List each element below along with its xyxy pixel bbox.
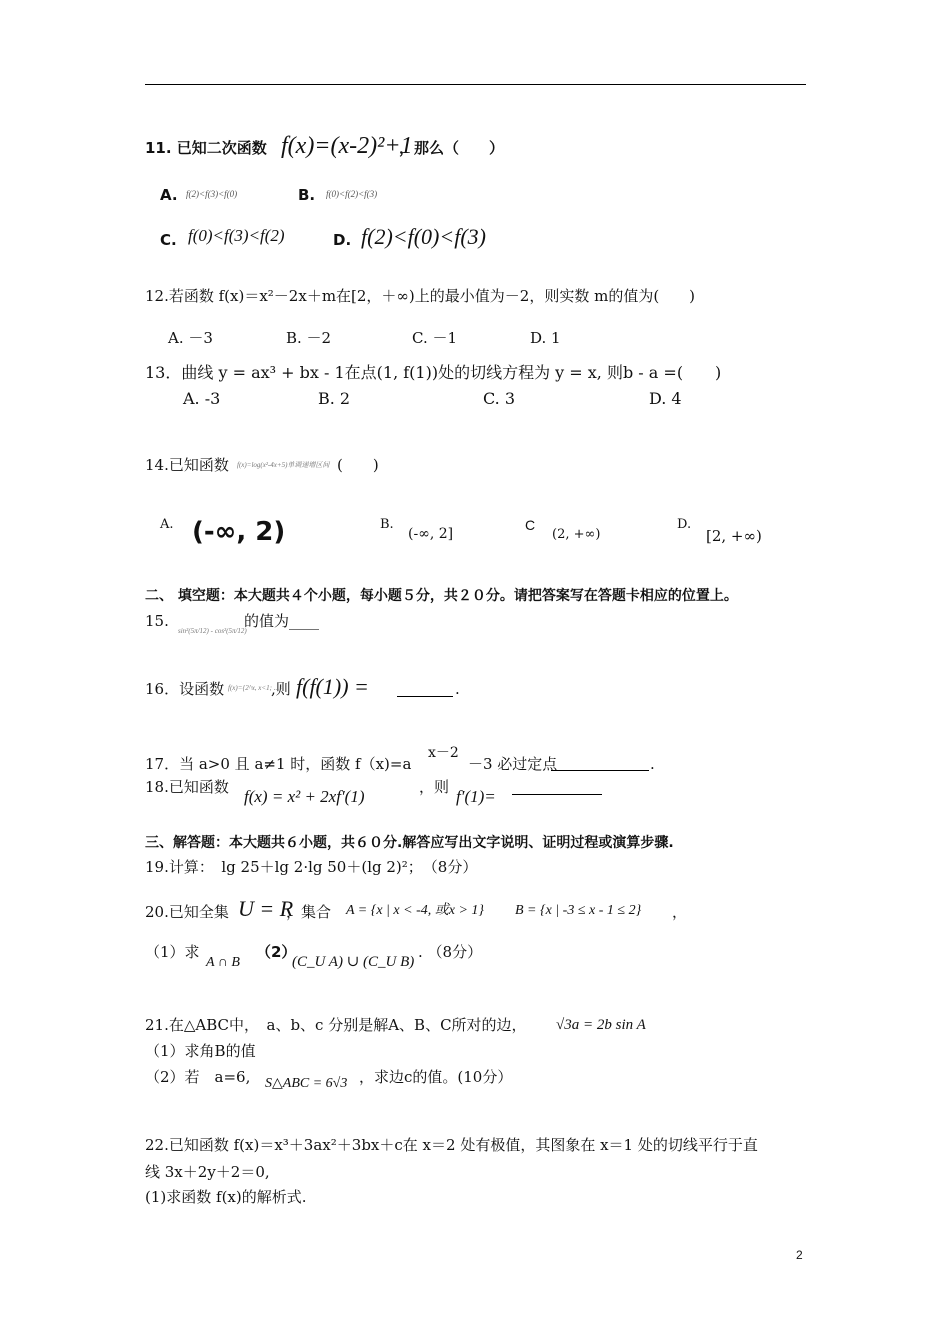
q12-stem: 12.若函数 f(x)＝x²－2x＋m在[2，＋∞)上的最小值为－2，则实数 m的值为( ) — [145, 287, 696, 305]
q20-set-a-prefix: ，集合 — [286, 903, 332, 921]
q16-stem: 16．设函数 — [145, 680, 225, 698]
q20-part2: （2） — [256, 943, 297, 961]
q14-stem: 14.已知函数 — [145, 456, 229, 474]
q22-line1: 22.已知函数 f(x)＝x³＋3ax²＋3bx＋c在 x＝2 处有极值，其图象在 x＝1 处的切线平行于直 — [145, 1136, 758, 1154]
q11-opt-d-value: f(2)<f(0)<f(3) — [361, 224, 486, 249]
header-rule — [145, 84, 806, 85]
q14-opt-c-label: C — [525, 517, 536, 533]
q17-exponent: x－2 — [428, 745, 459, 761]
q20-part1-expr: A ∩ B — [206, 955, 240, 970]
q21-stem: 21.在△ABC中， a、b、c 分别是解A、B、C所对的边， — [145, 1016, 527, 1034]
q14-opt-a-label: A. — [160, 517, 174, 532]
q11-opt-c-value: f(0)<f(3)<f(2) — [188, 226, 285, 245]
q13-opt-d: D. 4 — [649, 389, 682, 408]
q21-part2-formula: S△ABC = 6√3 — [265, 1076, 348, 1091]
q11-formula: f(x)=(x-2)²+1 — [281, 133, 413, 159]
q20-part1: （1）求 — [145, 943, 200, 961]
q12-opt-c: C. －1 — [412, 329, 458, 347]
q20-score: . （8分） — [418, 943, 483, 961]
q14-opt-a-value: (-∞, 2) — [192, 517, 286, 547]
q20-set-b: B = {x | -3 ≤ x - 1 ≤ 2} — [515, 903, 642, 918]
q14-formula: f(x)=log(x²-4x+5)单调递增区间 — [237, 461, 330, 469]
q18-answer-blank[interactable] — [512, 780, 602, 795]
q13-stem: 13．曲线 y = ax³ + bx - 1在点(1, f(1))处的切线方程为 y = x, 则b - a =( ) — [145, 363, 722, 382]
q11-opt-a-value: f(2)<f(3)<f(0) — [186, 189, 238, 199]
q13-opt-b: B. 2 — [318, 389, 351, 408]
q11-opt-a-label: A. — [160, 186, 178, 204]
q16-tail: . — [455, 680, 460, 698]
q15-formula: sin²(5π/12) - cos²(5π/12) — [178, 627, 247, 635]
q19-text: 19.计算： lg 25＋lg 2·lg 50＋(lg 2)²； （8分） — [145, 858, 478, 876]
q21-formula: √3a = 2b sin A — [556, 1017, 646, 1033]
q11-opt-c-label: C. — [160, 231, 177, 249]
q11-stem-text: 11. 已知二次函数 — [145, 139, 267, 157]
q16-mid: ,则 — [271, 680, 291, 698]
q12-opt-a: A. －3 — [168, 329, 213, 347]
q14-opt-b-label: B. — [380, 517, 394, 532]
q17-answer-blank[interactable] — [551, 756, 649, 771]
q16-expr: f(f(1)) = — [296, 674, 369, 699]
q14-opt-b-value: (-∞, 2] — [408, 526, 454, 542]
q11-opt-d-label: D. — [333, 231, 352, 249]
q20-end: ， — [672, 903, 688, 921]
q15-tail: 的值为____ — [244, 612, 320, 630]
q14-opt-d-value: [2, +∞) — [706, 527, 762, 545]
q22-line2: 线 3x＋2y＋2＝0, — [145, 1163, 270, 1181]
q18-mid: ，则 — [419, 778, 450, 796]
section-3-heading: 三、解答题：本大题共６小题，共６０分.解答应写出文字说明、证明过程或演算步骤. — [145, 835, 674, 851]
q21-part2: （2）若 a=6, — [145, 1068, 251, 1086]
q14-opt-d-label: D. — [677, 517, 692, 532]
q14-tail: ( ) — [337, 456, 379, 474]
q17-end: . — [650, 755, 655, 773]
q15-label: 15. — [145, 612, 169, 630]
q18-stem: 18.已知函数 — [145, 778, 229, 796]
q11-opt-b-value: f(0)<f(2)<f(3) — [326, 189, 378, 199]
q13-opt-a: A. -3 — [183, 389, 221, 408]
q17-stem: 17．当 a>0 且 a≠1 时，函数 f（x)=a — [145, 755, 412, 773]
q20-universe: U = R — [238, 896, 294, 921]
q20-part2-expr: (C_U A) ∪ (C_U B) — [292, 954, 415, 970]
q16-formula: f(x)={2^x, x<1; ...} — [228, 684, 282, 692]
q14-opt-c-value: (2, +∞) — [552, 527, 601, 542]
q11-stem — [145, 139, 267, 157]
q17-tail: －3 必过定点 — [468, 755, 558, 773]
q11-tail: ，那么（ ） — [399, 139, 505, 157]
q12-opt-d: D. 1 — [530, 329, 561, 347]
page-number: 2 — [796, 1248, 803, 1262]
q18-formula: f(x) = x² + 2xf′(1) — [244, 787, 365, 806]
section-2-heading: 二、 填空题：本大题共４个小题，每小题５分，共２０分。请把答案写在答题卡相应的位置上。 — [145, 588, 738, 604]
q22-line3: (1)求函数 f(x)的解析式. — [145, 1188, 307, 1206]
q18-expr: f′(1)= — [456, 787, 496, 806]
q12-opt-b: B. －2 — [286, 329, 332, 347]
q21-part1: （1）求角B的值 — [145, 1042, 256, 1060]
q20-stem: 20.已知全集 — [145, 903, 229, 921]
q20-set-a: A = {x | x < -4, 或x > 1} — [346, 903, 484, 918]
q21-part2-tail: ，求边c的值。(10分） — [359, 1068, 513, 1086]
q16-answer-blank[interactable] — [397, 682, 453, 697]
q13-opt-c: C. 3 — [483, 389, 516, 408]
q11-opt-b-label: B. — [298, 186, 316, 204]
